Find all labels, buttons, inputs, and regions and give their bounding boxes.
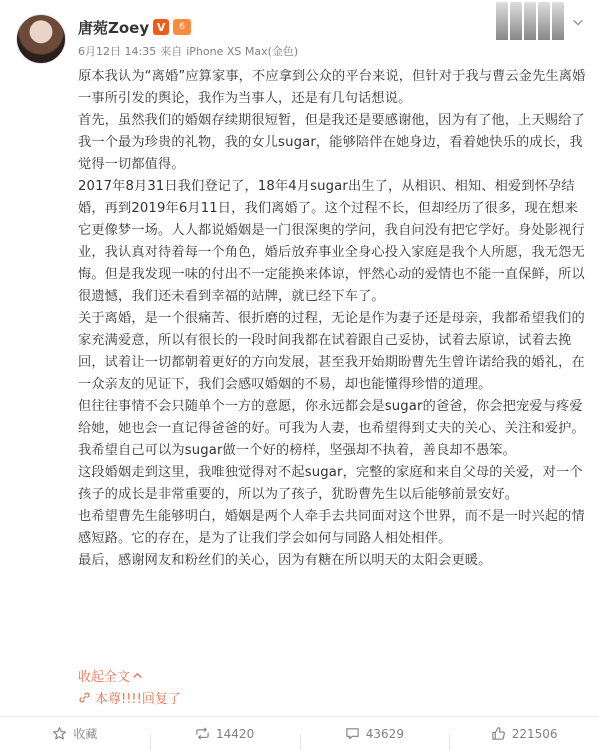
- content-paragraph: 也希望曹先生能够明白，婚姻是两个人牵手去共同面对这个世界，而不是一时兴起的情感短路。它的存在，是为了让我们学会如何与同路人相处相伴。: [78, 509, 585, 546]
- like-count: 221506: [511, 726, 558, 741]
- content-paragraph: 这段婚姻走到这里，我唯独觉得对不起sugar，完整的家庭和来自父母的关爱，对一个孩子的成长是非常重要的，所以为了孩子，犹盼曹先生以后能够前景安好。: [78, 465, 583, 502]
- avatar[interactable]: [16, 14, 66, 64]
- username-link[interactable]: 唐菀Zoey: [78, 18, 150, 37]
- like-icon: [491, 726, 506, 741]
- post-content: [78, 66, 588, 572]
- repost-count: 14420: [216, 726, 255, 741]
- chevron-down-icon[interactable]: [570, 14, 586, 30]
- comment-count: 43629: [365, 726, 404, 741]
- link-icon: [78, 691, 91, 704]
- comment-button[interactable]: [300, 726, 450, 741]
- reply-tag-link[interactable]: [78, 688, 181, 707]
- collapse-text-link[interactable]: [78, 666, 143, 685]
- action-bar: [0, 716, 599, 750]
- user-name-row: [78, 16, 191, 38]
- like-button[interactable]: [449, 726, 599, 741]
- repost-button[interactable]: [150, 726, 300, 741]
- content-paragraph: 最后，感谢网友和粉丝们的关心，因为有糖在所以明天的太阳会更暖。: [78, 553, 492, 568]
- chevron-up-icon: [132, 670, 143, 681]
- content-paragraph: 原本我认为“离婚”应算家事，不应拿到公众的平台来说，但针对于我与曹云金先生离婚一事所引发的舆论，我作为当事人，还是有几句话想说。: [78, 69, 586, 106]
- content-paragraph: 2017年8月31日我们登记了，18年4月sugar出生了，从相识、相知、相爱到怀孕结婚，再到2019年6月11日，我们离婚了。这个过程不长，但却经历了很多，现在想来它更像梦一场。人人都说婚姻是一门很深奥的学问，我自问没有把它学好。身处影视行业，我认真对待着每一个角色，婚后放弃事业全身心投入家庭是我个人所愿，我无怨无悔。但是我发现一味的付出不一定能换来体谅，怦然心动的爱情也不能一直保鲜，所以很遗憾，我们还未看到幸福的站牌，就已经下车了。: [78, 179, 585, 304]
- verified-icon[interactable]: V: [153, 19, 169, 35]
- collapse-label: 收起全文: [78, 670, 131, 685]
- post-source: iPhone XS Max(金色): [186, 45, 299, 58]
- rank-badge-icon[interactable]: 6: [173, 19, 191, 35]
- content-paragraph: 首先，虽然我们的婚姻存续期很短暂，但是我还是要感谢他，因为有了他，上天赐给了我一个最为珍贵的礼物，我的女儿sugar，能够陪伴在她身边，看着她快乐的成长，我觉得一切都值得。: [78, 113, 585, 172]
- reply-tag-text: 本尊!!!!回复了: [95, 692, 181, 707]
- favorite-button[interactable]: [0, 725, 150, 742]
- favorite-label: 收藏: [73, 727, 98, 741]
- repost-icon: [195, 726, 210, 741]
- star-icon: [52, 726, 67, 741]
- post-meta: [78, 43, 298, 59]
- source-prefix: 来自: [160, 45, 183, 58]
- comment-icon: [345, 726, 360, 741]
- content-paragraph: 但往往事情不会只随单个一方的意愿，你永远都会是sugar的爸爸，你会把宠爱与疼爱给她，她也会一直记得爸爸的好。可我为人妻，也希望得到丈夫的关心、关注和爱护。我希望自己可以为sugar做一个好的榜样，坚强却不执着，善良却不愚笨。: [78, 399, 585, 458]
- card-decoration-icon: [496, 0, 570, 40]
- post-date[interactable]: 6月12日 14:35: [78, 45, 157, 58]
- content-paragraph: 关于离婚，是一个很痛苦、很折磨的过程，无论是作为妻子还是母亲，我都希望我们的家充满爱意，所以有很长的一段时间我都在试着跟自己妥协，试着去原谅，试着去挽回，试着让一切都朝着更好的方向发展，甚至我开始期盼曹先生曾许诺给我的婚礼，在一众亲友的见证下，我们会感叹婚姻的不易，却也能懂得珍惜的道理。: [78, 311, 585, 392]
